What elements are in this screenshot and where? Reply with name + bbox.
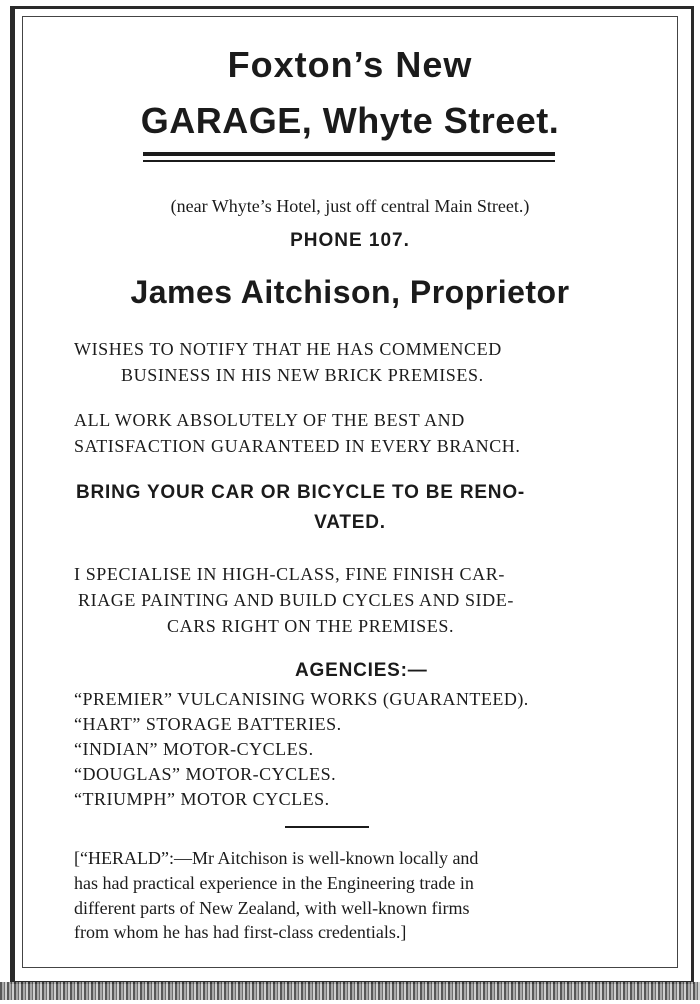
agency-item: “TRIUMPH” MOTOR CYCLES. [74,789,330,809]
quality-line: ALL WORK ABSOLUTELY OF THE BEST AND [74,410,465,430]
specialise-line: I SPECIALISE IN HIGH-CLASS, FINE FINISH CAR- [74,564,505,584]
renovate-line: BRING YOUR CAR OR BICYCLE TO BE RENO- [76,482,526,503]
agency-item: “HART” STORAGE BATTERIES. [74,714,342,734]
phone-number: PHONE 107. [290,230,410,251]
agencies-title: AGENCIES:— [295,660,428,681]
herald-line: different parts of New Zealand, with well-known firms [74,898,470,918]
double-rule-top [143,152,555,156]
specialise-line: CARS RIGHT ON THE PREMISES. [167,616,455,636]
double-rule-bottom [143,160,555,162]
agency-item: “DOUGLAS” MOTOR-CYCLES. [74,764,337,784]
herald-line: has had practical experience in the Engineering trade in [74,873,474,893]
herald-line: from whom he has had first-class credentials.] [74,922,407,942]
renovate-line: VATED. [314,512,386,533]
agency-item: “PREMIER” VULCANISING WORKS (GUARANTEED). [74,689,529,709]
section-divider [285,826,369,828]
herald-line: [“HERALD”:—Mr Aitchison is well-known locally and [74,848,479,868]
agency-item: “INDIAN” MOTOR-CYCLES. [74,739,314,759]
proprietor-name: James Aitchison, Proprietor [130,274,570,310]
notice-line: WISHES TO NOTIFY THAT HE HAS COMMENCED [74,339,502,359]
heading-line-1: Foxton’s New [227,44,473,85]
specialise-line: RIAGE PAINTING AND BUILD CYCLES AND SIDE- [78,590,514,610]
location-note: (near Whyte’s Hotel, just off central Main Street.) [170,196,530,216]
bottom-edge-strip [0,982,700,1000]
notice-line: BUSINESS IN HIS NEW BRICK PREMISES. [121,365,484,385]
quality-line: SATISFACTION GUARANTEED IN EVERY BRANCH. [74,436,521,456]
heading-line-2: GARAGE, Whyte Street. [140,100,560,141]
